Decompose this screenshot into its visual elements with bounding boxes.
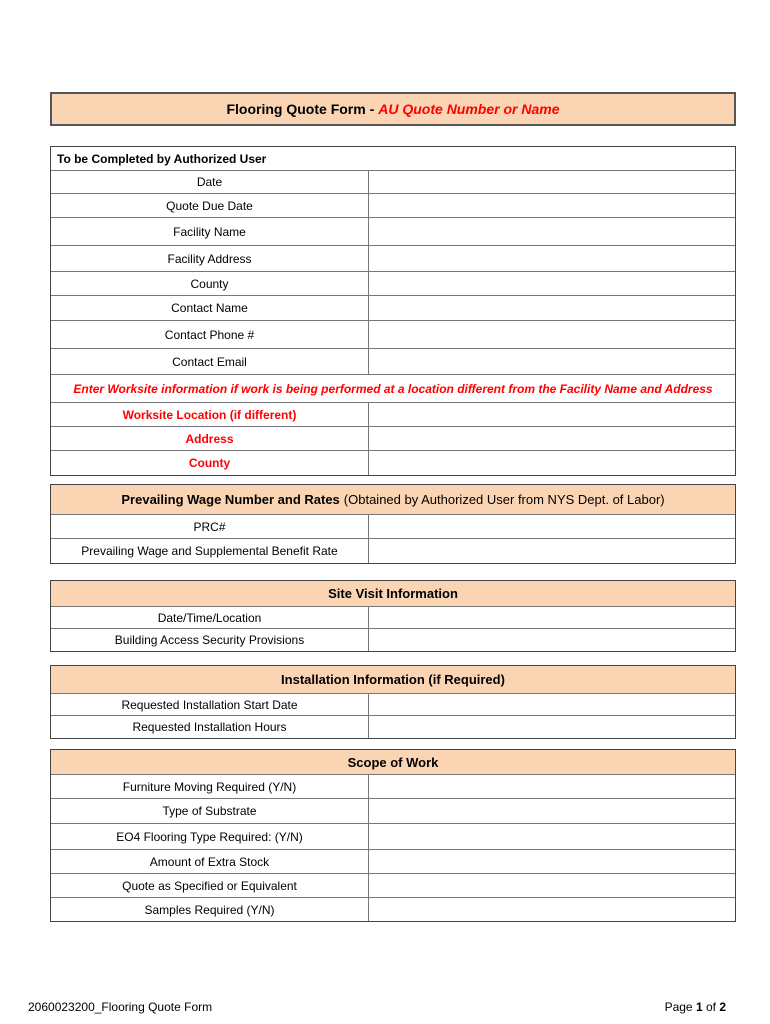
field-label: Address: [51, 427, 369, 450]
prevailing-rate-input[interactable]: [369, 539, 735, 563]
field-row-samples: [51, 898, 735, 921]
field-label: Date/Time/Location: [51, 607, 369, 628]
worksite-location-input[interactable]: [369, 403, 735, 426]
field-row-substrate: [51, 799, 735, 824]
field-label: Quote as Specified or Equivalent: [51, 874, 369, 897]
page-of: of: [702, 1000, 720, 1014]
field-label: Building Access Security Provisions: [51, 629, 369, 651]
facility-name-input[interactable]: [369, 218, 735, 245]
worksite-address-input[interactable]: [369, 427, 735, 450]
field-label: Facility Address: [51, 246, 369, 271]
footer-document-id: 2060023200_Flooring Quote Form: [28, 1000, 213, 1014]
quote-number-placeholder[interactable]: AU Quote Number or Name: [378, 101, 560, 117]
worksite-county-input[interactable]: [369, 451, 735, 475]
substrate-input[interactable]: [369, 799, 735, 823]
field-row-building-access: [51, 629, 735, 651]
contact-name-input[interactable]: [369, 296, 735, 320]
field-label: Amount of Extra Stock: [51, 850, 369, 873]
field-row-county: [51, 272, 735, 296]
samples-input[interactable]: [369, 898, 735, 921]
county-input[interactable]: [369, 272, 735, 295]
prevailing-wage-section: [50, 484, 736, 564]
field-row-furniture-moving: [51, 775, 735, 799]
field-label: Type of Substrate: [51, 799, 369, 823]
field-label: EO4 Flooring Type Required: (Y/N): [51, 824, 369, 849]
flooring-type-input[interactable]: [369, 824, 735, 849]
extra-stock-input[interactable]: [369, 850, 735, 873]
contact-phone-input[interactable]: [369, 321, 735, 348]
field-row-install-start: [51, 694, 735, 716]
building-access-input[interactable]: [369, 629, 735, 651]
field-row-facility-address: [51, 246, 735, 272]
field-row-contact-email: [51, 349, 735, 375]
date-input[interactable]: [369, 171, 735, 193]
field-row-date-time-location: [51, 607, 735, 629]
field-row-worksite-location: [51, 403, 735, 427]
site-visit-section: [50, 580, 736, 652]
field-row-worksite-county: [51, 451, 735, 475]
authorized-user-section: [50, 146, 736, 476]
page-prefix: Page: [664, 1000, 696, 1014]
contact-email-input[interactable]: [369, 349, 735, 374]
field-label: Contact Name: [51, 296, 369, 320]
prevailing-wage-heading: [51, 485, 735, 515]
field-label: Prevailing Wage and Supplemental Benefit Rate: [51, 539, 369, 563]
field-label: Worksite Location (if different): [51, 403, 369, 426]
scope-of-work-heading: Scope of Work: [51, 750, 735, 775]
installation-section: [50, 665, 736, 739]
authorized-user-heading: To be Completed by Authorized User: [51, 147, 735, 171]
field-label: Contact Email: [51, 349, 369, 374]
date-time-location-input[interactable]: [369, 607, 735, 628]
field-row-worksite-address: [51, 427, 735, 451]
prc-input[interactable]: [369, 515, 735, 538]
form-title: Flooring Quote Form -: [226, 101, 375, 117]
install-start-date-input[interactable]: [369, 694, 735, 715]
quote-due-date-input[interactable]: [369, 194, 735, 217]
prevailing-wage-note: (Obtained by Authorized User from NYS Dept. of Labor): [343, 492, 665, 507]
field-label: Requested Installation Start Date: [51, 694, 369, 715]
field-label: Furniture Moving Required (Y/N): [51, 775, 369, 798]
field-label: Quote Due Date: [51, 194, 369, 217]
field-label: PRC#: [51, 515, 369, 538]
field-row-install-hours: [51, 716, 735, 738]
scope-of-work-section: [50, 749, 736, 922]
worksite-note: Enter Worksite information if work is being performed at a location different from the Facility Name and Address: [51, 375, 735, 403]
form-title-bar: [50, 92, 736, 126]
field-row-prevailing-rate: [51, 539, 735, 563]
field-label: Date: [51, 171, 369, 193]
installation-heading: Installation Information (if Required): [51, 666, 735, 694]
field-label: Samples Required (Y/N): [51, 898, 369, 921]
furniture-moving-input[interactable]: [369, 775, 735, 798]
page-total: 2: [719, 1000, 726, 1014]
prevailing-wage-title: Prevailing Wage Number and Rates: [121, 492, 340, 507]
field-row-facility-name: [51, 218, 735, 246]
field-row-quote-specified: [51, 874, 735, 898]
field-row-flooring-type: [51, 824, 735, 850]
field-row-date: [51, 171, 735, 194]
field-row-quote-due-date: [51, 194, 735, 218]
page-current: 1: [695, 1000, 703, 1014]
install-hours-input[interactable]: [369, 716, 735, 738]
field-label: Requested Installation Hours: [51, 716, 369, 738]
field-row-contact-phone: [51, 321, 735, 349]
field-label: County: [51, 272, 369, 295]
footer-page-number: [665, 1000, 726, 1014]
site-visit-heading: Site Visit Information: [51, 581, 735, 607]
field-label: Contact Phone #: [51, 321, 369, 348]
field-label: County: [51, 451, 369, 475]
quote-specified-input[interactable]: [369, 874, 735, 897]
facility-address-input[interactable]: [369, 246, 735, 271]
field-label: Facility Name: [51, 218, 369, 245]
field-row-prc: [51, 515, 735, 539]
field-row-contact-name: [51, 296, 735, 321]
field-row-extra-stock: [51, 850, 735, 874]
